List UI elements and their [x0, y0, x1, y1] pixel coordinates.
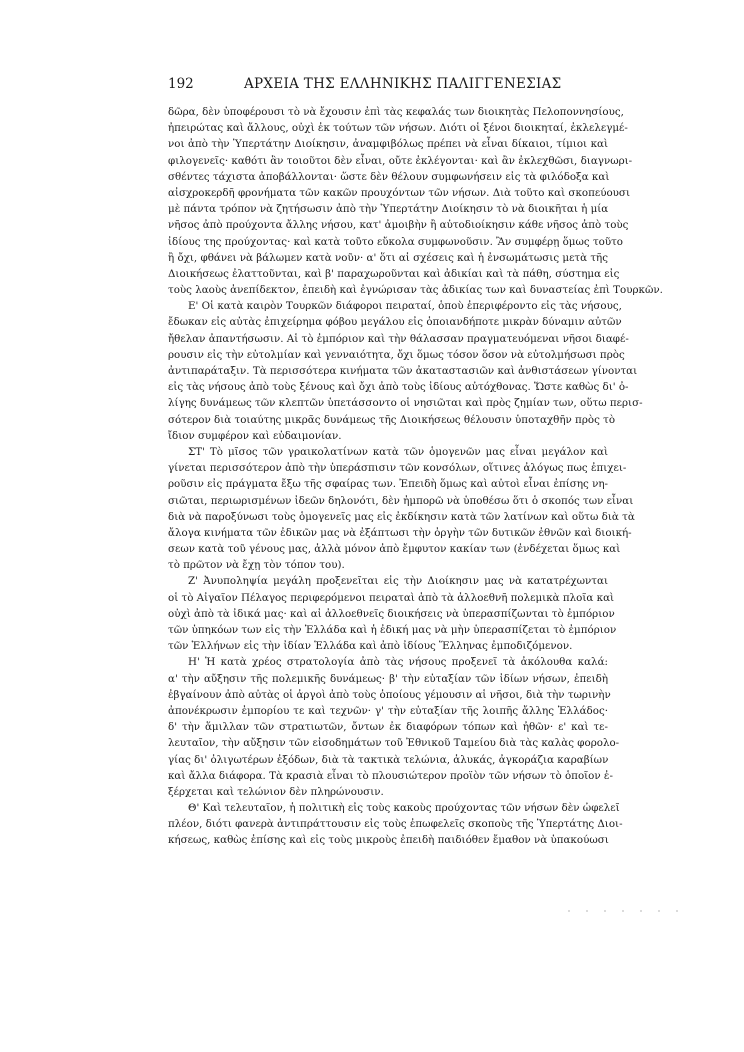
text-line: Η' Ἡ κατὰ χρέος στρατολογία ἀπὸ τὰς νήσους προξενεῖ τὰ ἀκόλουθα καλά:: [188, 656, 608, 669]
paragraph: [168, 444, 635, 574]
text-line: ἴδιον συμφέρον καὶ εὐδαιμονίαν.: [168, 429, 342, 442]
text-line: ἰδίους της προύχοντας· καὶ κατὰ τοῦτο εὔκολα συμφωνοῦσιν. Ἂν συμφέρῃ ὅμως τοῦτο: [168, 235, 623, 248]
body-text: [168, 104, 663, 849]
text-line: νοι ἀπὸ τὴν Ὑπερτάτην Διοίκησιν, ἀναμφιβόλως πρέπει νὰ εἶναι δίκαιοι, τίμιοι καὶ: [168, 138, 608, 151]
text-line: αἰσχροκερδῆ φρονήματα τῶν κακῶν προυχόντων τῶν νήσων. Διὰ τοῦτο καὶ σκοπεύουσι: [168, 186, 630, 199]
text-line: α' τὴν αὔξησιν τῆς πολεμικῆς δυνάμεως· β' τὴν εὐταξίαν τῶν ἰδίων νήσων, ἐπειδὴ: [168, 672, 608, 685]
text-line: σιῶται, περιωρισμένων ἰδεῶν δηλονότι, δὲν ἠμπορῶ νὰ ὑποθέσω ὅτι ὁ σκοπός των εἶναι: [168, 494, 634, 507]
text-line: οὐχὶ ἀπὸ τὰ ἰδικά μας· καὶ αἱ ἀλλοεθνεῖς διοικήσεις νὰ ὑπερασπίζωνται τὸ ἐμπόριον: [168, 607, 615, 620]
text-line: ἔδωκαν εἰς αὐτὰς ἐπιχείρημα φόβου μεγάλου εἰς ὁποιανδήποτε μικρὰν δύναμιν αὐτῶν: [168, 316, 622, 329]
text-line: Ε' Οἱ κατὰ καιρὸν Τουρκῶν διάφοροι πειραταί, ὁποὺ ἐπεριφέροντο εἰς τὰς νήσους,: [188, 300, 622, 313]
text-line: τῶν ὑπηκόων των εἰς τὴν Ἑλλάδα καὶ ἡ ἐδική μας νὰ μὴν ὑπερασπίζεται τὸ ἐμπόριον: [168, 624, 617, 636]
text-line: εἰς τὰς νήσους ἀπὸ τοὺς ξένους καὶ ὄχι ἀπὸ τοὺς ἰδίους αὐτόχθονας. Ὥστε καθὼς δι' ὀ-: [168, 381, 629, 394]
text-line: ἄλογα κινήματα τῶν ἐδικῶν μας νὰ ἐξάπτωσι τὴν ὀργὴν τῶν δυτικῶν ἐθνῶν καὶ διοική-: [168, 526, 632, 539]
text-line: ἐβγαίνουν ἀπὸ αὐτὰς οἱ ἀργοὶ ἀπὸ τοὺς ὁποίους γέμουσιν αἱ νῆσοι, διὰ τὴν τωρινὴν: [168, 688, 611, 701]
text-line: ἠπειρώτας καὶ ἄλλους, οὐχὶ ἐκ τούτων τῶν νήσων. Διότι οἱ ξένοι διοικηταί, ἐκλελεγμέ-: [168, 122, 628, 135]
text-line: τοὺς λαοὺς ἀνεπίδεκτον, ἐπειδὴ καὶ ἐγνώρισαν τὰς ἀδικίας των καὶ δυναστείας ἐπὶ Τουρκῶν.: [168, 284, 663, 297]
text-line: ἀντιπαράταξιν. Τὰ περισσότερα κινήματα τῶν ἀκαταστασιῶν καὶ ἀνθιστάσεων γίνονται: [168, 365, 638, 377]
text-line: δῶρα, δὲν ὑποφέρουσι τὸ νὰ ἔχουσιν ἐπὶ τὰς κεφαλάς των διοικητὰς Πελοποννησίους,: [168, 106, 624, 118]
text-line: φιλογενεῖς· καθότι ἂν τοιοῦτοι δὲν εἶναι, οὔτε ἐκλέγονται· καὶ ἂν ἐκλεχθῶσι, διαγνωρι-: [168, 154, 633, 167]
text-line: οἱ τὸ Αἰγαῖον Πέλαγος περιφερόμενοι πειραταὶ ἀπὸ τὰ ἀλλοεθνῆ πολεμικὰ πλοῖα καὶ: [168, 591, 615, 604]
text-line: σεων κατὰ τοῦ γένους μας, ἀλλὰ μόνον ἀπὸ ἔμφυτον κακίαν των (ἐνδέχεται ὅμως καὶ: [168, 543, 621, 556]
text-line: πλέον, διότι φανερὰ ἀντιπράττουσιν εἰς τοὺς ἐπωφελεῖς σκοποὺς τῆς Ὑπερτάτης Διοι-: [168, 818, 623, 831]
text-line: Διοικήσεως ἐλαττοῦνται, καὶ β' παραχωροῦνται καὶ ἀδικίαι καὶ τὰ πάθη, σύστημα εἰς: [168, 267, 620, 280]
text-line: Θ' Καὶ τελευταῖον, ἡ πολιτικὴ εἰς τοὺς κακοὺς προύχοντας τῶν νήσων δὲν ὠφελεῖ: [188, 802, 620, 815]
text-line: διὰ νὰ παροξύνωσι τοὺς ὁμογενεῖς μας εἰς ἐκδίκησιν κατὰ τῶν λατίνων καὶ οὕτω διὰ τὰ: [168, 510, 635, 523]
text-line: ΣΤ' Τὸ μῖσος τῶν γραικολατίνων κατὰ τῶν ὁμογενῶν μας εἶναι μεγάλον καὶ: [188, 445, 608, 458]
text-line: λευταῖον, τὴν αὔξησιν τῶν εἰσοδημάτων τοῦ Ἐθνικοῦ Ταμείου διὰ τὰς καλὰς φορολο-: [168, 737, 620, 750]
text-line: κήσεως, καθὼς ἐπίσης καὶ εἰς τοὺς μικροὺς ἐπειδὴ παιδιόθεν ἔμαθον νὰ ὑπακούωσι: [168, 834, 609, 847]
text-line: καὶ ἄλλα διάφορα. Τὰ κρασιὰ εἶναι τὸ πλουσιώτερον προϊὸν τῶν νήσων τὸ ὁποῖον ἐ-: [168, 769, 613, 782]
scan-artifact: [560, 908, 680, 914]
text-line: ξέρχεται καὶ τελώνιον δὲν πληρώνουσιν.: [168, 785, 384, 798]
running-title: ΑΡΧΕΙΑ ΤΗΣ ΕΛΛΗΝΙΚΗΣ ΠΑΛΙΓΓΕΝΕΣΙΑΣ: [244, 76, 562, 92]
text-line: σθέντες τάχιστα ἀποβάλλονται· ὥστε δὲν θέλουν συμφωνήσειν εἰς τὰ φιλόδοξα καὶ: [168, 170, 610, 183]
text-line: ἢ ὄχι, φθάνει νὰ βάλωμεν κατὰ νοῦν· α' ὅτι αἱ σχέσεις καὶ ἡ ἐνσωμάτωσις μετὰ τῆς: [168, 251, 608, 264]
paragraph: [168, 298, 643, 444]
text-line: νῆσος ἀπὸ προύχοντα ἄλλης νήσου, κατ' ἀμοιβὴν ἢ αὐτοδιοίκησιν κάθε νῆσος ἀπὸ τοὺς: [168, 219, 629, 232]
text-line: ἤθελαν ἀπαντήσωσιν. Αἱ τὸ ἐμπόριον καὶ τὴν θάλασσαν πραγματευόμεναι νῆσοι διαφέ-: [168, 332, 629, 345]
text-line: τῶν Ἑλλήνων εἰς τὴν ἰδίαν Ἑλλάδα καὶ ἀπὸ ἰδίους Ἕλληνας ἐμποδιζόμενον.: [168, 640, 573, 653]
paragraph: [168, 800, 623, 849]
text-line: τὸ πρῶτον νὰ ἔχῃ τὸν τόπον του).: [168, 559, 345, 572]
text-line: γίνεται περισσότερον ἀπὸ τὴν ὑπεράσπισιν τῶν κονσόλων, οἵτινες ἀλόγως πως ἐπιχει-: [168, 462, 627, 475]
text-line: ροῦσιν εἰς πράγματα ἔξω τῆς σφαίρας των. Ἐπειδὴ ὅμως καὶ αὐτοὶ εἶναι ἐπίσης νη-: [168, 478, 608, 491]
paragraph: [168, 654, 620, 800]
page-header: [168, 76, 608, 96]
paragraph: [168, 573, 617, 654]
text-line: σότερον διὰ τοιαύτης μικρᾶς δυνάμεως τῆς Διοικήσεως θέλουσιν ὑποταχθῆν πρὸς τὸ: [168, 413, 616, 426]
text-line: μὲ πάντα τρόπον νὰ ζητήσωσιν ἀπὸ τὴν Ὑπερτάτην Διοίκησιν τὸ νὰ διοικῆται ἡ μία: [168, 203, 609, 216]
text-line: ρουσιν εἰς τὴν εὐτολμίαν καὶ γενναιότητα, ὄχι ὅμως τόσον ὅσον νὰ εὐτολμήσωσι πρὸς: [168, 348, 625, 361]
text-line: γίας δι' ὀλιγωτέρων ἐξόδων, διὰ τὰ τακτικὰ τελώνια, ἁλυκάς, ἀγκοράζια καραβίων: [168, 753, 609, 766]
text-line: ἀπονέκρωσιν ἐμπορίου τε καὶ τεχνῶν· γ' τὴν εὐταξίαν τῆς λοιπῆς ἄλλης Ἑλλάδος·: [168, 704, 608, 717]
text-line: δ' τὴν ἅμιλλαν τῶν στρατιωτῶν, ὄντων ἐκ διαφόρων τόπων καὶ ἠθῶν· ε' καὶ τε-: [168, 721, 608, 734]
paragraph: [168, 104, 663, 298]
page-number: 192: [168, 76, 194, 92]
text-line: λίγης δυνάμεως τῶν κλεπτῶν ὑπετάσσοντο οἱ νησιῶται καὶ πρὸς ζημίαν των, οὕτω περισ-: [168, 397, 643, 410]
text-line: Ζ' Ἀνυποληψία μεγάλη προξενεῖται εἰς τὴν Διοίκησιν μας νὰ κατατρέχωνται: [188, 575, 608, 588]
